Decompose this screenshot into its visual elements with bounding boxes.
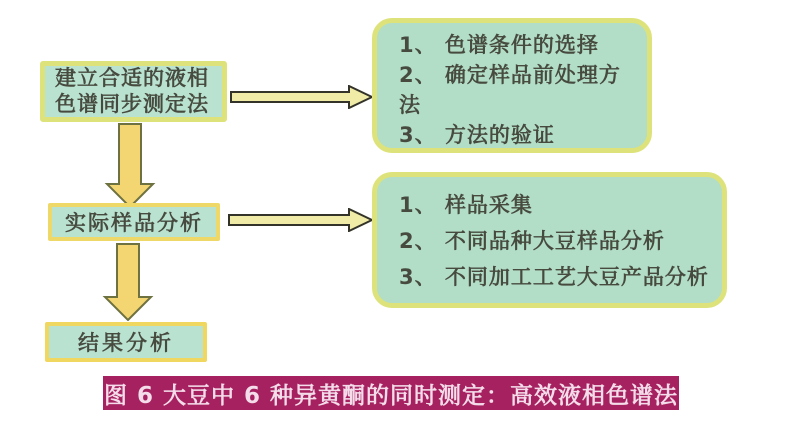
step-box-method	[40, 61, 227, 122]
arrow-right-icon	[228, 208, 374, 232]
figure-caption: 图 6 大豆中 6 种异黄酮的同时测定：高效液相色谱法	[103, 376, 679, 410]
detail-box-method-steps	[372, 18, 652, 153]
step-result-label: 结果分析	[78, 331, 174, 355]
detail-item: 3、 方法的验证	[399, 123, 555, 147]
detail-item: 2、 确定样品前处理方法	[399, 63, 621, 117]
detail-item: 3、 不同加工工艺大豆产品分析	[399, 265, 709, 289]
step-sample-label: 实际样品分析	[65, 211, 203, 235]
step-box-result-analysis	[45, 322, 207, 362]
arrow-down-icon	[104, 123, 156, 208]
step-method-line1: 建立合适的液相	[55, 65, 209, 90]
arrow-down-icon	[102, 243, 154, 321]
detail-item: 1、 样品采集	[399, 193, 533, 217]
step-method-line2: 色谱同步测定法	[55, 91, 209, 116]
detail-item: 2、 不同品种大豆样品分析	[399, 229, 665, 253]
detail-box-sample-steps	[372, 172, 727, 308]
detail-item: 1、 色谱条件的选择	[399, 33, 599, 57]
step-box-sample-analysis	[48, 203, 220, 241]
arrow-right-icon	[230, 85, 374, 109]
